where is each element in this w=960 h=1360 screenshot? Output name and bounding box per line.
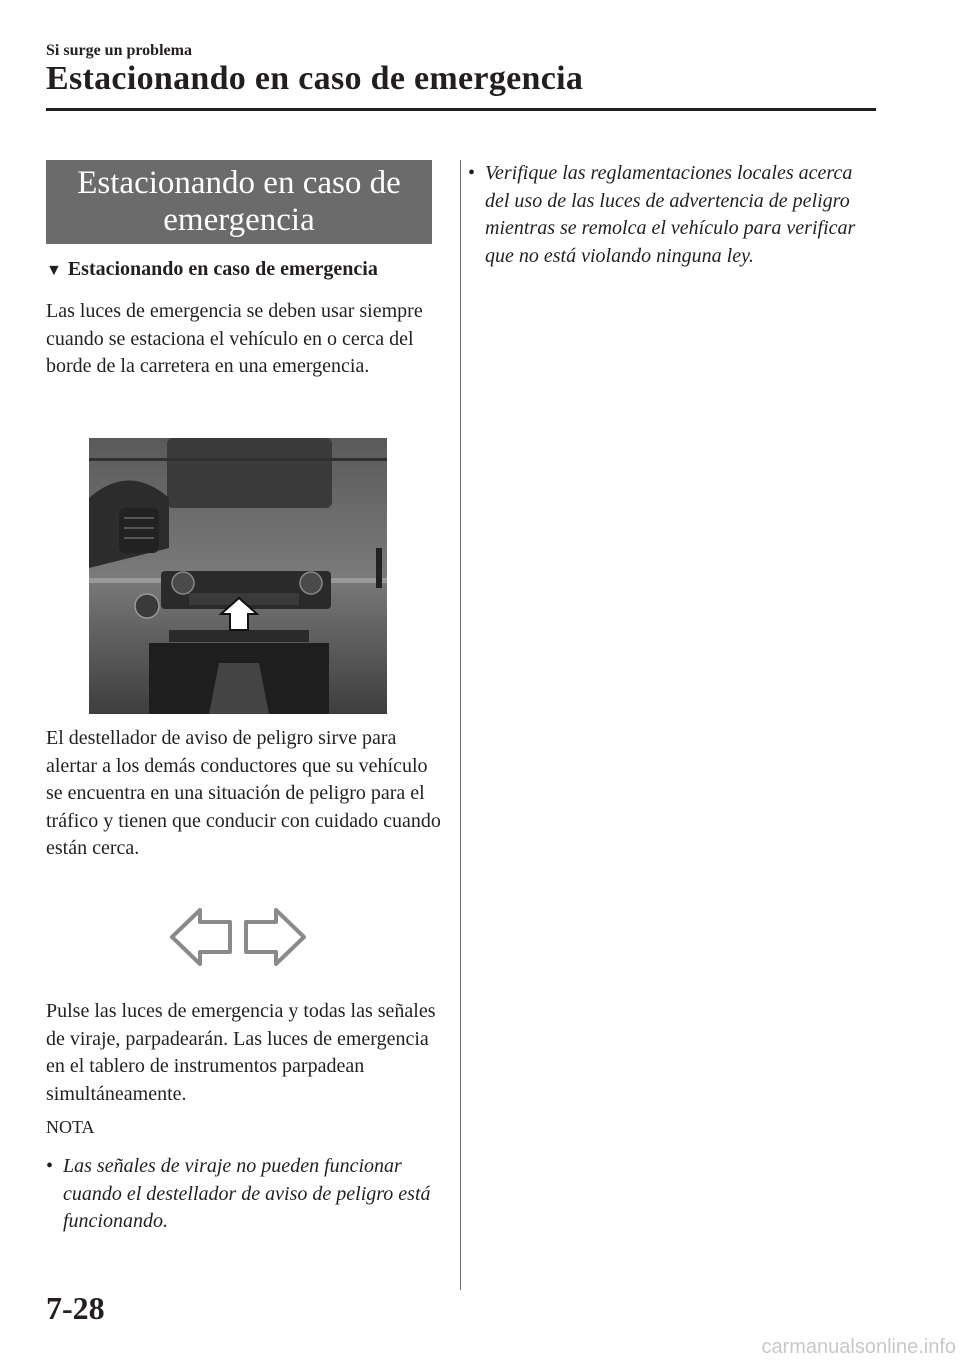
subheading-text: Estacionando en caso de emergencia: [67, 258, 378, 280]
paragraph-purpose: El destellador de aviso de peligro sirve para alertar a los demás conductores que su vehículo se encuentra en una situación de peligro para el tráfico y tienen que conducir con cuidado cuando están cerca.: [46, 727, 441, 859]
note-item: [468, 160, 870, 270]
section-title-box: Estacionando en caso de emergencia: [46, 160, 432, 244]
paragraph-operation: Pulse las luces de emergencia y todas las señales de viraje, parpadearán. Las luces de emergencia en el tablero de instrumentos parpadean simultáneamente.: [46, 1000, 436, 1105]
triangle-marker-icon: ▼: [46, 262, 62, 279]
page-number: 7-28: [46, 1290, 105, 1326]
paragraph-intro: Las luces de emergencia se deben usar siempre cuando se estaciona el vehículo en o cerca del borde de la carretera en una emergencia.: [46, 300, 423, 377]
bullet-icon: •: [468, 162, 476, 184]
header-rule: [46, 108, 876, 111]
page-header-title: Estacionando en caso de emergencia: [46, 60, 584, 97]
watermark: carmanualsonline.info: [761, 1336, 956, 1358]
dashboard-photo: [89, 438, 387, 714]
note-text: Verifique las reglamentaciones locales acerca del uso de las luces de advertencia de peligro mientras se remolca el vehículo para verificar que no está violando ninguna ley.: [485, 162, 856, 267]
note-item: [46, 1153, 443, 1236]
note-label: NOTA: [46, 1117, 95, 1137]
breadcrumb: Si surge un problema: [46, 42, 192, 59]
turn-signal-arrows-icon: [170, 908, 306, 966]
note-text: Las señales de viraje no pueden funcionar cuando el destellador de aviso de peligro está funcionando.: [63, 1155, 431, 1232]
column-divider: [460, 160, 461, 1290]
bullet-icon: •: [46, 1155, 54, 1177]
subheading: [46, 258, 378, 281]
